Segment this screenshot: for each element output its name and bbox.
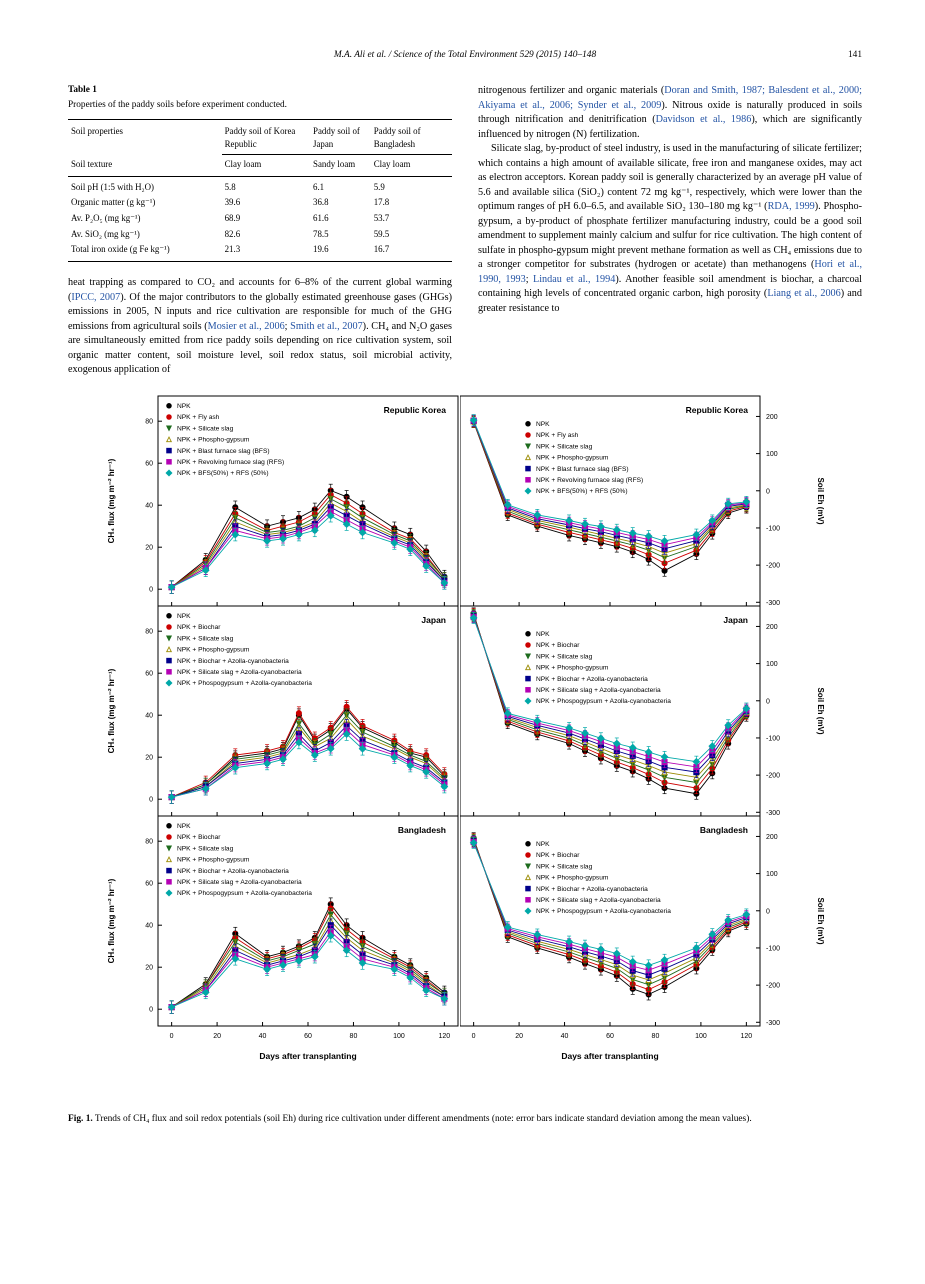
svg-text:NPK + Silicate slag + Azolla-c: NPK + Silicate slag + Azolla-cyanobacteria (176, 668, 302, 676)
svg-text:NPK + Phospho-gypsum: NPK + Phospho-gypsum (176, 436, 249, 444)
svg-text:120: 120 (438, 1032, 450, 1040)
table-cell: 6.1 (313, 181, 325, 192)
table-cell: Soil pH (1:5 with H₂O) (71, 181, 154, 192)
svg-text:NPK: NPK (176, 822, 191, 830)
table-header-cell: Paddy soil of Japan (310, 120, 371, 154)
svg-text:40: 40 (560, 1032, 568, 1040)
svg-text:CH₄ flux (mg m⁻² hr⁻¹): CH₄ flux (mg m⁻² hr⁻¹) (106, 668, 116, 754)
figure-caption (68, 1114, 862, 1124)
svg-text:100: 100 (392, 1032, 405, 1040)
page-number: 141 (847, 50, 862, 60)
table-cell: Av. SiO₂ (mg kg⁻¹) (71, 228, 140, 239)
svg-text:NPK + BFS(50%) + RFS (50%): NPK + BFS(50%) + RFS (50%) (535, 487, 628, 495)
svg-text:NPK + Biochar: NPK + Biochar (535, 641, 579, 649)
running-head-title: M.A. Ali et al. / Science of the Total Environment 529 (2015) 140–148 (333, 50, 597, 60)
svg-text:200: 200 (765, 623, 778, 631)
svg-text:CH₄ flux (mg m⁻² hr⁻¹): CH₄ flux (mg m⁻² hr⁻¹) (106, 458, 116, 544)
text-segment: Trends of CH₄ flux and soil redox potentials (soil Eh) during rice cultivation under different amendments (note: error bars indicate standard deviation among the mean values). (92, 1113, 752, 1124)
svg-text:NPK + Biochar + Azolla-cyanoba: NPK + Biochar + Azolla-cyanobacteria (535, 885, 648, 893)
svg-text:-300: -300 (765, 1019, 780, 1027)
table-cell: 21.3 (224, 244, 241, 255)
citation-link[interactable]: Lindau et al., 1994 (533, 273, 616, 285)
text-segment: Silicate slag, by-product of steel industry, is used in the manufacturing of silicate fertilizer; which contains a high amount of available silicate, free iron and manganese oxides, may act as electron acceptors. Korean paddy soil is generally characterized by an average pH value of 5.6 and available silica (SiO₂) content 72 mg kg⁻¹, respectively, which were lower than the optimum ranges of pH 6.0–6.5, and available SiO₂ 130–180 mg kg⁻¹ ( (478, 143, 862, 213)
table-cell: 78.5 (313, 228, 329, 239)
svg-text:NPK: NPK (535, 630, 550, 638)
table-cell: 61.6 (313, 212, 329, 223)
svg-text:0: 0 (148, 796, 153, 804)
svg-text:NPK + Silicate slag: NPK + Silicate slag (176, 425, 233, 433)
left-column (68, 84, 452, 378)
svg-text:-100: -100 (765, 945, 780, 953)
text-segment: nitrogenous fertilizer and organic materials ( (478, 85, 665, 96)
svg-text:Bangladesh: Bangladesh (699, 824, 748, 835)
svg-text:NPK + Phospogypsum + Azolla-cy: NPK + Phospogypsum + Azolla-cyanobacteria (176, 679, 312, 687)
svg-text:NPK: NPK (176, 402, 191, 410)
svg-text:60: 60 (144, 880, 153, 888)
svg-text:20: 20 (144, 754, 153, 762)
svg-text:20: 20 (144, 544, 153, 552)
svg-text:20: 20 (144, 964, 153, 972)
svg-text:0: 0 (765, 487, 770, 495)
svg-text:0: 0 (148, 586, 153, 594)
table-cell: 5.8 (224, 181, 236, 192)
svg-text:-200: -200 (765, 982, 780, 990)
svg-text:Japan: Japan (420, 614, 446, 625)
svg-text:NPK + Biochar + Azolla-cyanoba: NPK + Biochar + Azolla-cyanobacteria (535, 675, 648, 683)
ch4-flux-charts (100, 390, 460, 1072)
svg-text:NPK: NPK (176, 612, 191, 620)
svg-text:NPK + Biochar: NPK + Biochar (535, 851, 579, 859)
svg-text:40: 40 (144, 502, 153, 510)
svg-text:NPK + Silicate slag + Azolla-c: NPK + Silicate slag + Azolla-cyanobacteria (535, 896, 661, 904)
svg-text:80: 80 (349, 1032, 357, 1040)
table-cell: 59.5 (373, 228, 390, 239)
svg-text:80: 80 (651, 1032, 659, 1040)
two-column-body (68, 84, 862, 378)
svg-text:40: 40 (258, 1032, 266, 1040)
svg-text:NPK + Phospho-gypsum: NPK + Phospho-gypsum (535, 874, 608, 882)
figure-1 (0, 390, 925, 1072)
svg-text:60: 60 (605, 1032, 614, 1040)
table1-label: Table 1 (68, 85, 97, 95)
svg-text:200: 200 (765, 413, 778, 421)
svg-text:40: 40 (144, 922, 153, 930)
citation-link[interactable]: Davidson et al., 1986 (655, 114, 752, 126)
svg-text:20: 20 (212, 1032, 221, 1040)
svg-text:NPK + Phospho-gypsum: NPK + Phospho-gypsum (176, 646, 249, 654)
table-cell: 19.6 (313, 244, 329, 255)
svg-text:100: 100 (694, 1032, 707, 1040)
svg-text:NPK + Blast furnace slag (BFS): NPK + Blast furnace slag (BFS) (176, 447, 270, 455)
svg-text:-100: -100 (765, 735, 780, 743)
text-segment: ). Nitrous oxide is naturally produced in soils through nitrification and denitrification ( (478, 99, 862, 126)
text-segment: ). Another feasible soil amendment is biochar, a charcoal containing high levels of concentrated organic carbon, high porosity ( (478, 273, 862, 300)
citation-link[interactable]: Hori et al., 1990, 1993 (478, 259, 862, 285)
running-head (68, 50, 862, 60)
svg-text:80: 80 (144, 628, 153, 636)
text-segment: ) and greater resistance to (478, 288, 862, 314)
svg-text:100: 100 (765, 450, 778, 458)
svg-text:NPK + Biochar + Azolla-cyanoba: NPK + Biochar + Azolla-cyanobacteria (176, 867, 289, 875)
svg-text:NPK + Silicate slag + Azolla-c: NPK + Silicate slag + Azolla-cyanobacteria (176, 878, 302, 886)
svg-text:NPK + Phospogypsum + Azolla-cy: NPK + Phospogypsum + Azolla-cyanobacteria (535, 697, 671, 705)
table-cell: 82.6 (224, 228, 241, 239)
svg-text:NPK + Revolving furnace slag (: NPK + Revolving furnace slag (RFS) (176, 458, 284, 466)
table-cell: Clay loam (222, 154, 310, 176)
citation-link[interactable]: RDA, 1999 (767, 201, 815, 213)
ch4-flux-chart-stack (100, 390, 460, 1072)
svg-text:0: 0 (148, 1006, 153, 1014)
table-cell: Organic matter (g kg⁻¹) (71, 197, 156, 208)
text-segment: ), which are significantly influenced by nitrogen (N) fertilization. (478, 114, 863, 140)
citation-link[interactable]: IPCC, 2007 (71, 291, 121, 303)
table-cell: Sandy loam (310, 154, 371, 176)
text-segment: heat trapping as compared to CO₂ and accounts for 6–8% of the current global warming ( (68, 276, 452, 303)
svg-text:NPK: NPK (535, 420, 550, 428)
svg-text:60: 60 (144, 670, 153, 678)
svg-text:NPK + Biochar + Azolla-cyanoba: NPK + Biochar + Azolla-cyanobacteria (176, 657, 289, 665)
body-paragraph (478, 142, 862, 316)
table-cell: Soil texture (68, 154, 222, 176)
soil-eh-chart-stack (460, 390, 826, 1072)
table-cell: 68.9 (224, 212, 241, 223)
svg-text:Days after transplanting: Days after transplanting (560, 1050, 659, 1061)
svg-text:Republic Korea: Republic Korea (383, 404, 446, 415)
svg-text:NPK + Phospho-gypsum: NPK + Phospho-gypsum (535, 664, 608, 672)
svg-text:-300: -300 (765, 809, 780, 817)
svg-text:Soil Eh (mV): Soil Eh (mV) (815, 687, 825, 735)
citation-link[interactable]: Smith et al., 2007 (290, 320, 363, 332)
svg-text:100: 100 (765, 660, 778, 668)
svg-text:NPK + Biochar: NPK + Biochar (176, 833, 220, 841)
svg-text:0: 0 (471, 1032, 476, 1040)
text-segment: ; (284, 320, 291, 332)
svg-text:NPK + Silicate slag: NPK + Silicate slag (535, 863, 592, 871)
body-paragraph (68, 276, 452, 378)
svg-text:-300: -300 (765, 599, 780, 607)
svg-text:NPK + Phospho-gypsum: NPK + Phospho-gypsum (535, 454, 608, 462)
table-cell: 36.8 (313, 197, 329, 208)
svg-text:20: 20 (514, 1032, 523, 1040)
svg-text:0: 0 (765, 697, 770, 705)
svg-text:NPK + Silicate slag: NPK + Silicate slag (535, 443, 592, 451)
svg-text:-200: -200 (765, 562, 780, 570)
table-cell: Clay loam (371, 154, 452, 176)
svg-text:Bangladesh: Bangladesh (397, 824, 446, 835)
table-cell: 16.7 (373, 244, 390, 255)
table-row (68, 210, 452, 226)
svg-text:-200: -200 (765, 772, 780, 780)
svg-text:40: 40 (144, 712, 153, 720)
table1-caption: Properties of the paddy soils before experiment conducted. (68, 100, 287, 111)
text-segment: ). Phospho-gypsum, a by-product of phosphate fertilizer manufacturing industry, could be a good soil amendment to supplement mainly calcium and sulfur for rice cultivation. The high content of sulfate in phospho-gypsum might prevent methane formation as well as CH₄ emissions due to a stronger competitor for substrates (hydrogen or acetate) than methanogens ( (478, 201, 862, 271)
journal-page (0, 50, 925, 1284)
svg-text:60: 60 (303, 1032, 312, 1040)
table-row (68, 226, 452, 242)
svg-text:Soil Eh (mV): Soil Eh (mV) (815, 477, 825, 525)
table-cell: Av. P₂O₅ (mg kg⁻¹) (71, 212, 141, 223)
svg-text:Republic Korea: Republic Korea (685, 404, 748, 415)
svg-text:NPK + Silicate slag: NPK + Silicate slag (176, 635, 233, 643)
table-cell: 53.7 (373, 212, 390, 223)
table-cell: 5.9 (373, 181, 385, 192)
table-header-cell: Paddy soil of Korea Republic (222, 120, 310, 154)
svg-text:80: 80 (144, 838, 153, 846)
table-row (68, 176, 452, 195)
svg-text:NPK + Biochar: NPK + Biochar (176, 623, 220, 631)
svg-text:NPK + Phospogypsum + Azolla-cy: NPK + Phospogypsum + Azolla-cyanobacteria (176, 889, 312, 897)
svg-text:NPK + Fly ash: NPK + Fly ash (176, 413, 219, 421)
svg-text:NPK: NPK (535, 840, 550, 848)
svg-text:NPK + Silicate slag + Azolla-c: NPK + Silicate slag + Azolla-cyanobacteria (535, 686, 661, 694)
right-column (478, 84, 862, 378)
svg-text:60: 60 (144, 460, 153, 468)
body-paragraph (478, 84, 862, 142)
svg-text:80: 80 (144, 418, 153, 426)
table-cell: Total iron oxide (g Fe kg⁻¹) (71, 244, 170, 255)
table-header-cell: Paddy soil of Bangladesh (371, 120, 452, 154)
table-cell: 17.8 (373, 197, 390, 208)
svg-text:CH₄ flux (mg m⁻² hr⁻¹): CH₄ flux (mg m⁻² hr⁻¹) (106, 878, 116, 964)
caption-label: Fig. 1. (68, 1113, 93, 1124)
citation-link[interactable]: Mosier et al., 2006 (207, 320, 285, 332)
svg-text:NPK + Blast furnace slag (BFS): NPK + Blast furnace slag (BFS) (535, 465, 629, 473)
svg-text:Days after transplanting: Days after transplanting (258, 1050, 357, 1061)
citation-link[interactable]: Doran and Smith, 1987; Balesdent et al., 2000; Akiyama et al., 2006; Synder et al., 2009 (478, 85, 862, 111)
svg-text:Soil Eh (mV): Soil Eh (mV) (815, 897, 825, 945)
svg-text:-100: -100 (765, 525, 780, 533)
text-segment: ). Of the major contributors to the globally estimated greenhouse gases (GHGs) emissions in 2005, N inputs and rice cultivation are responsible for much of the GHG emissions from agricultural soils ( (68, 291, 452, 332)
svg-text:100: 100 (765, 870, 778, 878)
table-row (68, 242, 452, 262)
table-cell: 39.6 (224, 197, 241, 208)
soil-eh-charts (460, 390, 826, 1072)
svg-text:Japan: Japan (722, 614, 748, 625)
svg-text:NPK + Fly ash: NPK + Fly ash (535, 431, 578, 439)
svg-text:NPK + Phospogypsum + Azolla-cy: NPK + Phospogypsum + Azolla-cyanobacteria (535, 907, 671, 915)
svg-text:NPK + Silicate slag: NPK + Silicate slag (176, 845, 233, 853)
svg-text:200: 200 (765, 833, 778, 841)
text-segment: ; (525, 273, 533, 285)
soil-properties-table (68, 119, 452, 262)
svg-text:0: 0 (169, 1032, 174, 1040)
svg-text:NPK + BFS(50%) + RFS (50%): NPK + BFS(50%) + RFS (50%) (176, 469, 269, 477)
svg-text:NPK + Silicate slag: NPK + Silicate slag (535, 653, 592, 661)
table-header-cell: Soil properties (71, 126, 124, 137)
svg-text:120: 120 (740, 1032, 752, 1040)
citation-link[interactable]: Liang et al., 2006 (767, 288, 841, 300)
svg-text:NPK + Revolving furnace slag (: NPK + Revolving furnace slag (RFS) (535, 476, 643, 484)
text-segment: ). CH₄ and N₂O gases are simultaneously emitted from rice paddy soils depending on rice cultivation system, soil organic matter content, soil moisture level, soil redox status, soil microbial activity, exogenous application of (68, 320, 452, 376)
svg-text:0: 0 (765, 907, 770, 915)
table-row (68, 195, 452, 211)
svg-text:NPK + Phospho-gypsum: NPK + Phospho-gypsum (176, 856, 249, 864)
